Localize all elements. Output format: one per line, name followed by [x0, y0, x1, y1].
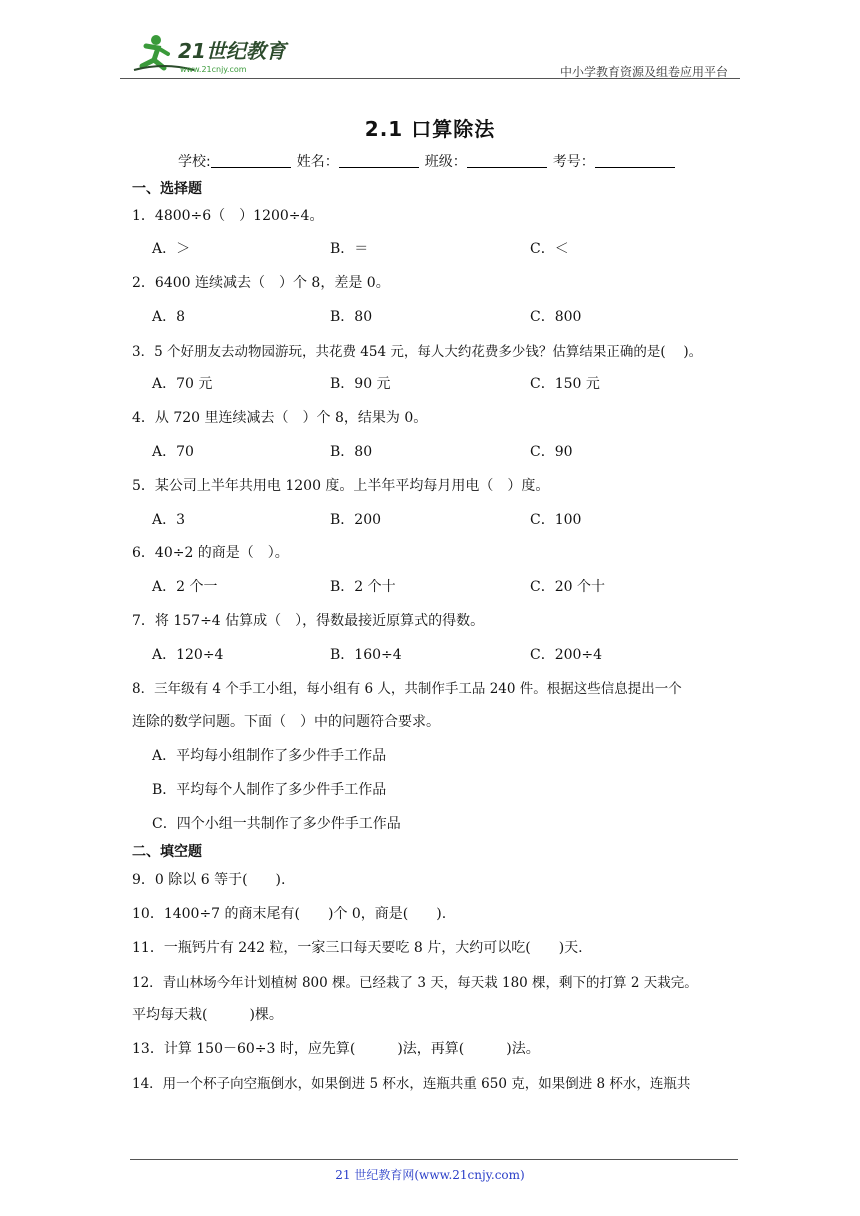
question-9: 9．0 除以 6 等于( ). — [132, 872, 286, 888]
name-label: 姓名： — [296, 154, 339, 170]
question-11: 11．一瓶钙片有 242 粒，一家三口每天要吃 8 片，大约可以吃( )天. — [132, 940, 583, 956]
platform-name: 中小学教育资源及组卷应用平台 — [559, 65, 728, 79]
question-13: 13．计算 150－60÷3 时，应先算( )法，再算( )法。 — [132, 1041, 540, 1057]
question-1: 1．4800÷6（ ）1200÷4。 — [132, 208, 324, 224]
section-heading-fill: 二、填空题 — [132, 844, 202, 860]
school-blank[interactable] — [211, 153, 291, 168]
q4-option-a[interactable]: A．70 — [152, 444, 194, 460]
q2-option-c[interactable]: C．800 — [530, 309, 582, 325]
question-6: 6．40÷2 的商是（ ）。 — [132, 545, 289, 561]
q5-option-a[interactable]: A．3 — [152, 512, 186, 528]
q7-option-c[interactable]: C．200÷4 — [530, 647, 603, 663]
header-divider — [120, 78, 740, 79]
question-5: 5．某公司上半年共用电 1200 度。上半年平均每月用电（ ）度。 — [132, 478, 550, 494]
question-14: 14．用一个杯子向空瓶倒水，如果倒进 5 杯水，连瓶共重 650 克，如果倒进 8 杯水，连瓶共 — [132, 1076, 691, 1092]
page-header — [120, 30, 740, 78]
exam-no-label: 考号： — [552, 154, 595, 170]
q6-option-b[interactable]: B．2 个十 — [330, 579, 396, 595]
question-12-line-2: 平均每天栽( )棵。 — [132, 1007, 283, 1023]
page-title: 2.1 口算除法 — [364, 117, 496, 141]
question-8-line-2: 连除的数学问题。下面（ ）中的问题符合要求。 — [132, 714, 440, 730]
question-2: 2．6400 连续减去（ ）个 8，差是 0。 — [132, 275, 390, 291]
q3-option-c[interactable]: C．150 元 — [530, 376, 600, 392]
q1-option-b[interactable]: B．＝ — [330, 241, 369, 257]
q3-option-b[interactable]: B．90 元 — [330, 376, 391, 392]
q7-option-b[interactable]: B．160÷4 — [330, 647, 402, 663]
logo-url: www.21cnjy.com — [180, 65, 247, 74]
logo-text: 21世纪教育 — [178, 39, 286, 63]
q8-option-b[interactable]: B．平均每个人制作了多少件手工作品 — [152, 782, 387, 798]
q2-option-b[interactable]: B．80 — [330, 309, 373, 325]
question-8-line-1: 8．三年级有 4 个手工小组，每小组有 6 人，共制作手工品 240 件。根据这些信息提出一个 — [132, 681, 682, 697]
q4-option-c[interactable]: C．90 — [530, 444, 573, 460]
school-label: 学校: — [178, 154, 211, 170]
question-4: 4．从 720 里连续减去（ ）个 8，结果为 0。 — [132, 410, 428, 426]
q1-option-c[interactable]: C．＜ — [530, 241, 569, 257]
q6-option-a[interactable]: A．2 个一 — [152, 579, 218, 595]
q6-option-c[interactable]: C．20 个十 — [530, 579, 605, 595]
class-label: 班级： — [424, 154, 467, 170]
question-7: 7．将 157÷4 估算成（ ），得数最接近原算式的得数。 — [132, 613, 485, 629]
class-blank[interactable] — [467, 153, 547, 168]
q7-option-a[interactable]: A．120÷4 — [152, 647, 224, 663]
question-10: 10．1400÷7 的商末尾有( )个 0，商是( ). — [132, 906, 447, 922]
q8-option-a[interactable]: A．平均每小组制作了多少件手工作品 — [152, 748, 387, 764]
footer-text[interactable]: 21 世纪教育网(www.21cnjy.com) — [335, 1168, 525, 1182]
q5-option-b[interactable]: B．200 — [330, 512, 382, 528]
question-12-line-1: 12．青山林场今年计划植树 800 棵。已经栽了 3 天，每天栽 180 棵，剩下的打算 2 天栽完。 — [132, 975, 698, 991]
q1-option-a[interactable]: A．＞ — [152, 241, 191, 257]
exam-no-blank[interactable] — [595, 153, 675, 168]
name-blank[interactable] — [339, 153, 419, 168]
student-info — [178, 151, 681, 171]
question-3: 3．5 个好朋友去动物园游玩，共花费 454 元，每人大约花费多少钱？估算结果正确的是( )。 — [132, 344, 703, 360]
q3-option-a[interactable]: A．70 元 — [152, 376, 213, 392]
q5-option-c[interactable]: C．100 — [530, 512, 582, 528]
q4-option-b[interactable]: B．80 — [330, 444, 373, 460]
q8-option-c[interactable]: C．四个小组一共制作了多少件手工作品 — [152, 816, 401, 832]
footer-divider — [130, 1159, 738, 1160]
q2-option-a[interactable]: A．8 — [152, 309, 186, 325]
logo — [124, 32, 294, 78]
section-heading-choice: 一、选择题 — [132, 181, 202, 197]
